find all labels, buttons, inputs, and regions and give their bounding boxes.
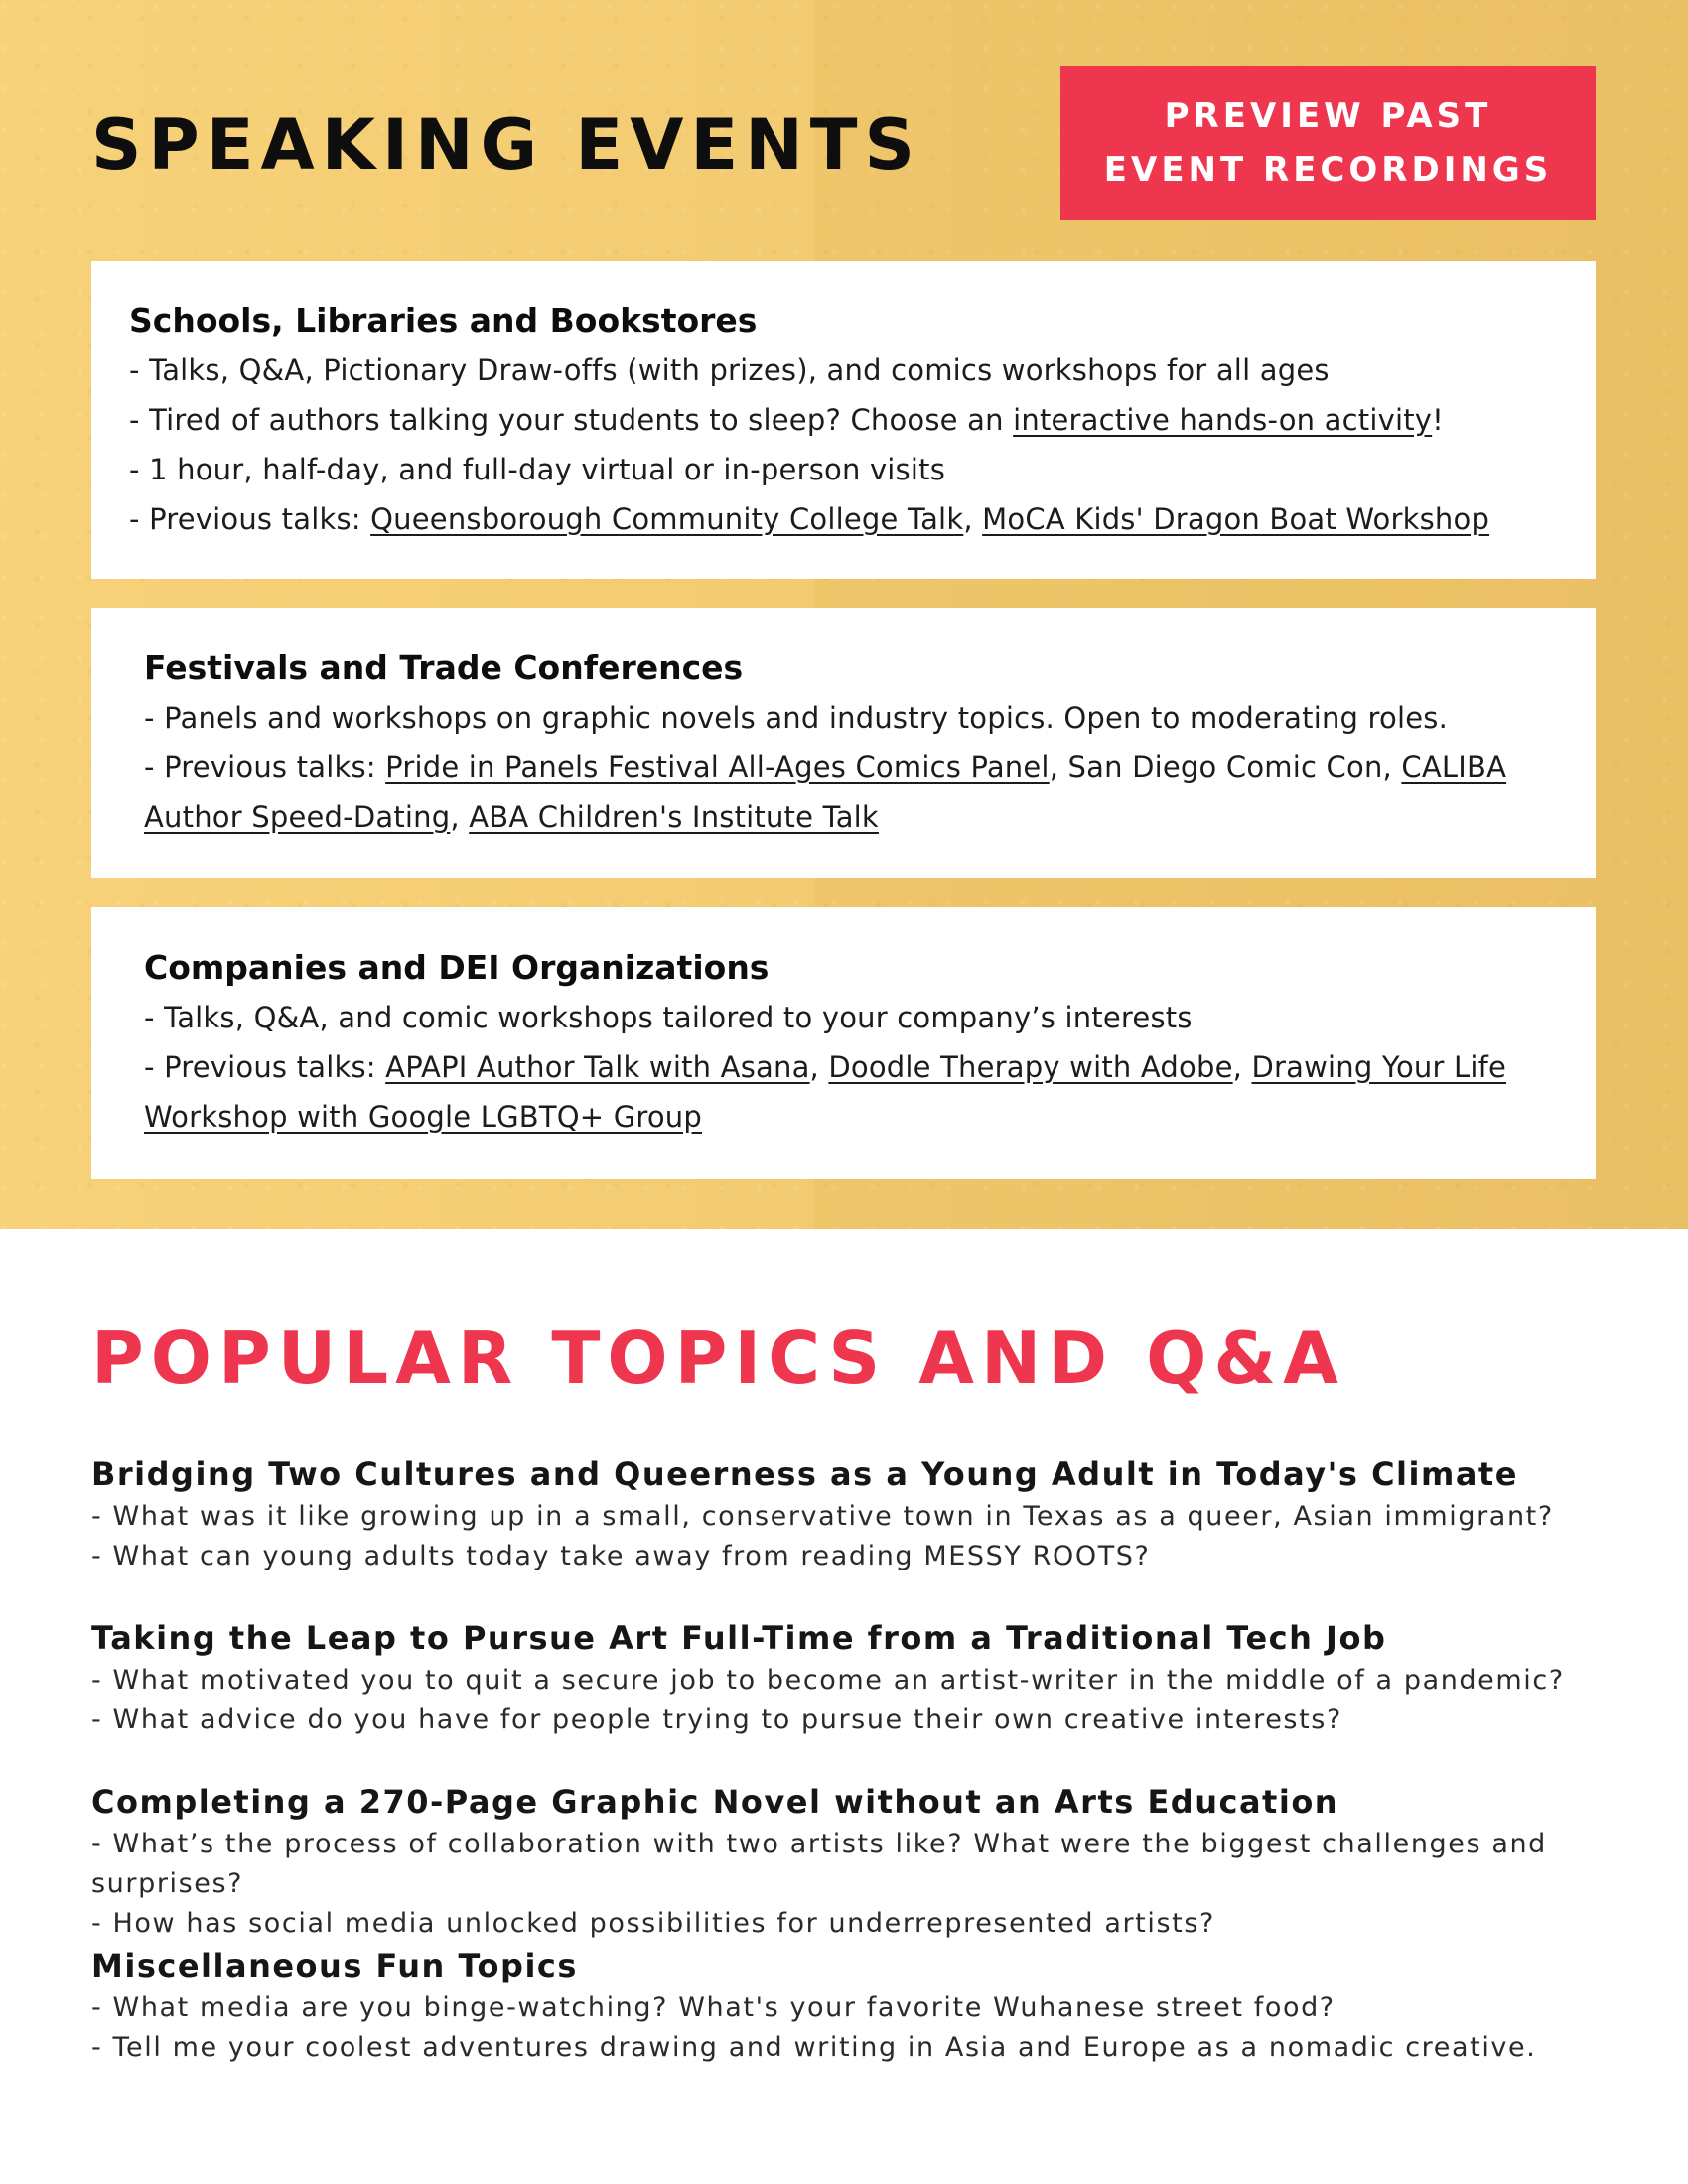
card-line: - 1 hour, half-day, and full-day virtual or in-person visits <box>129 453 946 486</box>
topic-title: Miscellaneous Fun Topics <box>91 1947 578 1984</box>
topic-title: Taking the Leap to Pursue Art Full-Time from a Traditional Tech Job <box>91 1619 1387 1657</box>
apapi-asana-link[interactable]: APAPI Author Talk with Asana <box>385 1050 810 1084</box>
card-line-text: - Previous talks: <box>129 502 371 536</box>
card-title: Festivals and Trade Conferences <box>144 648 744 687</box>
topic-question: - What motivated you to quit a secure job to become an artist-writer in the middle of a pandemic? <box>91 1665 1565 1696</box>
card-line: - Talks, Q&A, and comic workshops tailored to your company’s interests <box>144 1001 1193 1034</box>
card-title: Schools, Libraries and Bookstores <box>129 301 758 340</box>
card-line: - Talks, Q&A, Pictionary Draw-offs (with prizes), and comics workshops for all ages <box>129 353 1330 387</box>
topic-title: Bridging Two Cultures and Queerness as a Young Adult in Today's Climate <box>91 1455 1518 1493</box>
card-line-text: - Previous talks: <box>144 751 386 784</box>
card-line-separator: , <box>809 1050 829 1084</box>
card-companies-dei <box>91 907 1596 1179</box>
card-line <box>129 395 1596 445</box>
topic-question: - What was it like growing up in a small, conservative town in Texas as a queer, Asian immigrant? <box>91 1501 1554 1532</box>
card-line-text: ! <box>1432 403 1444 437</box>
topic-item <box>91 1451 1640 1576</box>
card-festivals-conferences <box>91 608 1596 878</box>
topic-question: - What’s the process of collaboration with two artists like? What were the biggest challenges and surprises? <box>91 1829 1547 1899</box>
topic-item <box>91 1615 1640 1740</box>
caliba-speed-dating-link[interactable]: CALIBA Author Speed-Dating <box>144 751 1507 834</box>
topic-question: - What media are you binge-watching? What's your favorite Wuhanese street food? <box>91 1992 1336 2023</box>
card-line-text: - Previous talks: <box>144 1050 386 1084</box>
queensborough-talk-link[interactable]: Queensborough Community College Talk <box>370 502 964 536</box>
preview-recordings-button[interactable] <box>1060 66 1596 220</box>
card-schools-libraries <box>91 261 1596 579</box>
card-line <box>144 1042 1536 1142</box>
moca-workshop-link[interactable]: MoCA Kids' Dragon Boat Workshop <box>982 502 1490 536</box>
card-line-separator: , <box>963 502 983 536</box>
card-line-text: , San Diego Comic Con, <box>1049 751 1402 784</box>
topic-question: - What can young adults today take away from reading MESSY ROOTS? <box>91 1541 1151 1571</box>
page-title: SPEAKING EVENTS <box>91 104 921 186</box>
preview-recordings-label-line2: EVENT RECORDINGS <box>1103 150 1553 190</box>
card-line-separator: , <box>1232 1050 1252 1084</box>
card-line-separator: , <box>450 800 470 834</box>
topic-item <box>91 1779 1640 1944</box>
card-line <box>129 494 1596 544</box>
topic-question: - Tell me your coolest adventures drawing and writing in Asia and Europe as a nomadic creative. <box>91 2032 1537 2063</box>
topic-question: - How has social media unlocked possibilities for underrepresented artists? <box>91 1908 1215 1939</box>
doodle-adobe-link[interactable]: Doodle Therapy with Adobe <box>828 1050 1233 1084</box>
topics-section-title: POPULAR TOPICS AND Q&A <box>91 1316 1345 1400</box>
drawing-your-life-link[interactable]: Drawing Your Life Workshop with Google LGBTQ+ Group <box>144 1050 1507 1134</box>
aba-institute-link[interactable]: ABA Children's Institute Talk <box>469 800 879 834</box>
card-line <box>144 743 1536 842</box>
pride-in-panels-link[interactable]: Pride in Panels Festival All-Ages Comics Panel <box>385 751 1050 784</box>
topic-question: - What advice do you have for people trying to pursue their own creative interests? <box>91 1705 1342 1735</box>
preview-recordings-label-line1: PREVIEW PAST <box>1164 96 1492 136</box>
topic-item <box>91 1943 1640 2068</box>
topic-title: Completing a 270-Page Graphic Novel without an Arts Education <box>91 1783 1339 1821</box>
card-line-text: - Tired of authors talking your students to sleep? Choose an <box>129 403 1014 437</box>
card-line: - Panels and workshops on graphic novels and industry topics. Open to moderating roles. <box>144 701 1449 735</box>
interactive-activity-link[interactable]: interactive hands-on activity <box>1013 403 1433 437</box>
card-title: Companies and DEI Organizations <box>144 948 770 987</box>
